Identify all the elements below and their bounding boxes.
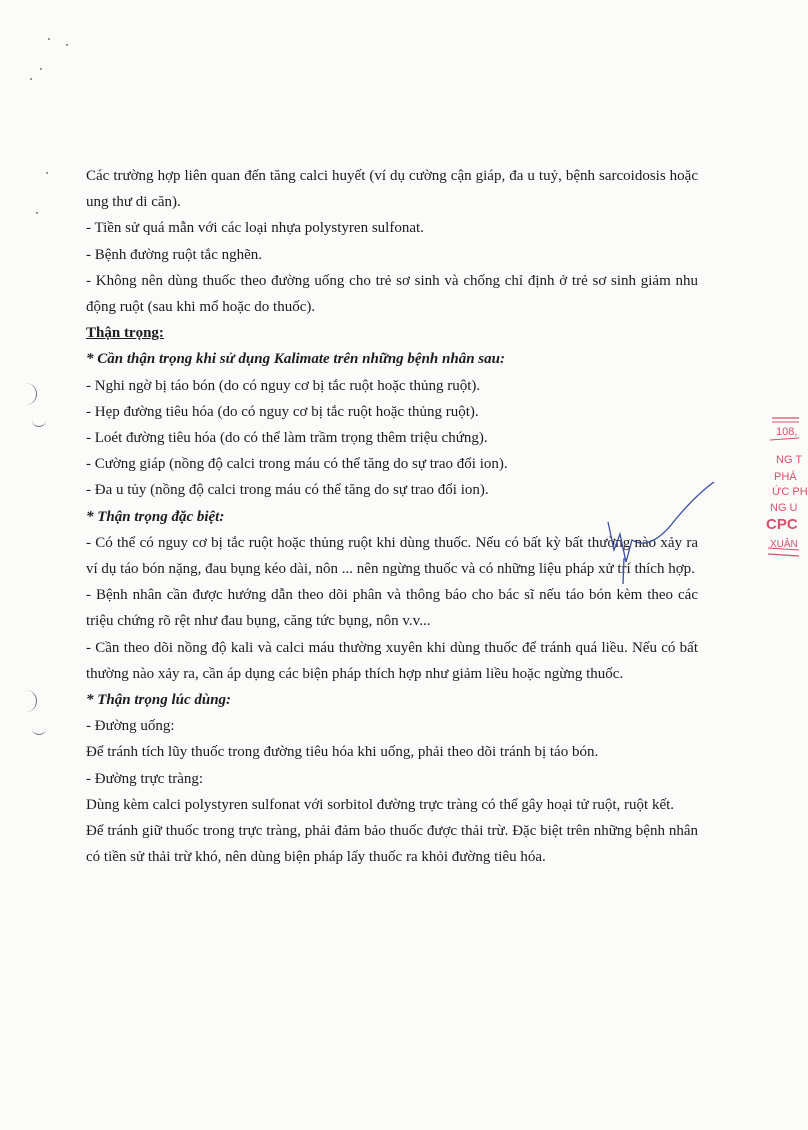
stamp-text: XUÂN bbox=[770, 539, 798, 550]
body-line: - Có thể có nguy cơ bị tắc ruột hoặc thủng ruột khi dùng thuốc. Nếu có bất kỳ bất thường nào xảy ra ví dụ táo bón nặng, đau bụng kéo dài, nôn ... nên ngừng thuốc và có những liệu pháp xử trí thích hợp. bbox=[86, 534, 698, 578]
scan-speck bbox=[48, 38, 50, 40]
red-stamp bbox=[760, 418, 808, 568]
body-line: - Đường uống: bbox=[86, 718, 175, 735]
scan-speck bbox=[30, 78, 32, 80]
scan-speck bbox=[36, 212, 38, 214]
body-line: Để tránh tích lũy thuốc trong đường tiêu hóa khi uống, phải theo dõi tránh bị táo bón. bbox=[86, 744, 599, 761]
signature-mark bbox=[590, 480, 720, 590]
scan-speck bbox=[66, 44, 68, 46]
body-line: - Loét đường tiêu hóa (do có thể làm trầm trọng thêm triệu chứng). bbox=[86, 430, 488, 447]
section-heading: Thận trọng: bbox=[86, 325, 164, 342]
scan-speck bbox=[46, 172, 48, 174]
body-line: Các trường hợp liên quan đến tăng calci huyết (ví dụ cường cận giáp, đa u tuỷ, bệnh sarcoidosis hoặc ung thư di căn). bbox=[86, 168, 698, 211]
body-line: - Cần theo dõi nồng độ kali và calci máu thường xuyên khi dùng thuốc để tránh quá liều. Nếu có bất thường nào xảy ra, cần áp dụng các biện pháp thích hợp như giảm liều hoặc ngừng thuốc. bbox=[86, 639, 698, 682]
body-line: - Đa u tủy (nồng độ calci trong máu có thể tăng do sự trao đổi ion). bbox=[86, 482, 489, 499]
subheading: * Cần thận trọng khi sử dụng Kalimate trên những bệnh nhân sau: bbox=[86, 351, 505, 368]
body-line: - Hẹp đường tiêu hóa (do có nguy cơ bị tắc ruột hoặc thủng ruột). bbox=[86, 403, 479, 420]
punch-hole-upper-edge bbox=[32, 418, 46, 427]
body-line: - Cường giáp (nồng độ calci trong máu có thể tăng do sự trao đổi ion). bbox=[86, 456, 508, 473]
punch-hole-lower bbox=[22, 690, 37, 712]
body-line: - Nghi ngờ bị táo bón (do có nguy cơ bị tắc ruột hoặc thủng ruột). bbox=[86, 377, 481, 394]
body-line: Dùng kèm calci polystyren sulfonat với sorbitol đường trực tràng có thể gây hoại tử ruột, ruột kết. bbox=[86, 796, 675, 813]
stamp-text: NG U bbox=[770, 502, 798, 514]
subheading: * Thận trọng đặc biệt: bbox=[86, 508, 225, 525]
body-line: - Bệnh nhân cần được hướng dẫn theo dõi phân và thông báo cho bác sĩ nếu táo bón kèm theo các triệu chứng rõ rệt như đau bụng, căng tức bụng, nôn v.v... bbox=[86, 587, 698, 630]
body-line: - Bệnh đường ruột tắc nghẽn. bbox=[86, 246, 263, 263]
stamp-text: NG T bbox=[776, 454, 803, 466]
stamp-text: 108, bbox=[776, 426, 798, 438]
stamp-text: CPC bbox=[766, 516, 798, 533]
punch-hole-upper bbox=[22, 383, 37, 405]
stamp-text: PHÁ bbox=[774, 471, 797, 483]
body-line: - Không nên dùng thuốc theo đường uống cho trẻ sơ sinh và chống chỉ định ở trẻ sơ sinh giảm nhu động ruột (sau khi mổ hoặc do thuốc). bbox=[86, 272, 698, 316]
body-line: - Đường trực tràng: bbox=[86, 770, 204, 787]
body-line: Để tránh giữ thuốc trong trực tràng, phải đảm bảo thuốc được thải trừ. Đặc biệt trên những bệnh nhân có tiền sử thải trừ khó, nên dùng biện pháp lấy thuốc ra khỏi đường tiêu hóa. bbox=[86, 823, 698, 866]
subheading: * Thận trọng lúc dùng: bbox=[86, 692, 232, 709]
stamp-text: ỨC PH bbox=[772, 486, 808, 498]
body-line: - Tiền sử quá mẫn với các loại nhựa polystyren sulfonat. bbox=[86, 220, 424, 237]
punch-hole-lower-edge bbox=[32, 726, 46, 735]
scan-speck bbox=[40, 68, 42, 70]
